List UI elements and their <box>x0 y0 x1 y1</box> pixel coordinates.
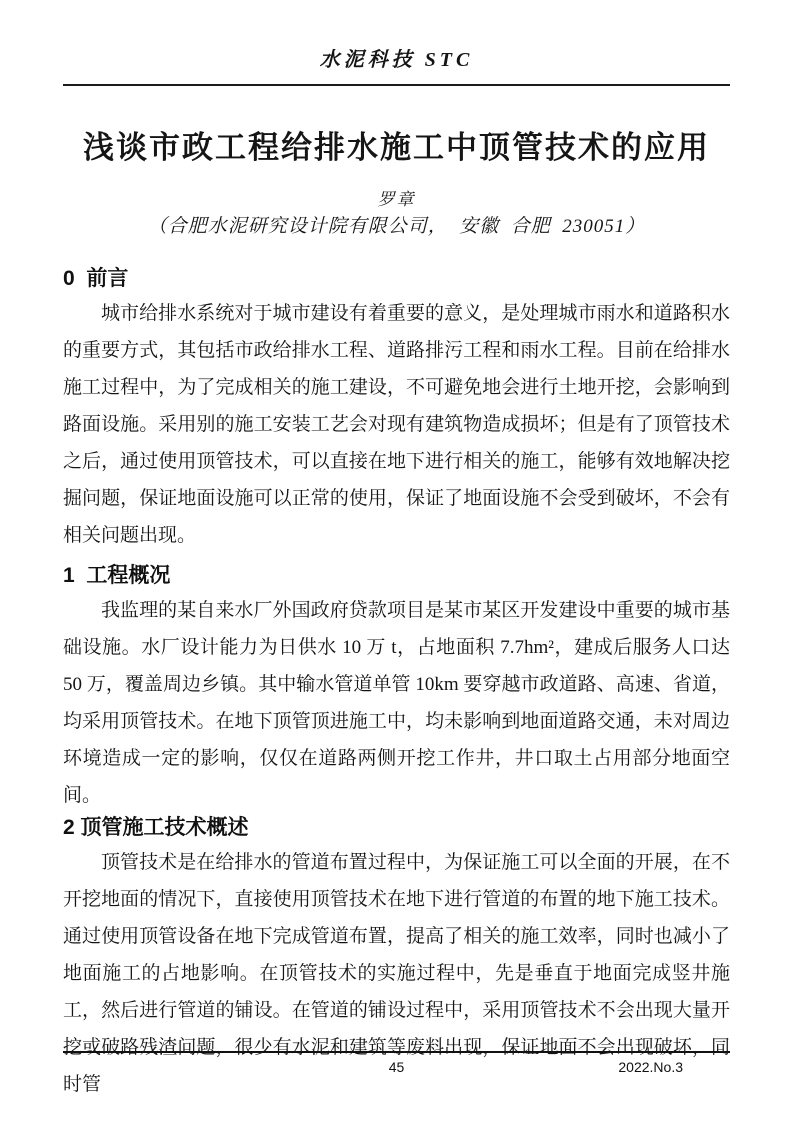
journal-name: 水泥科技 STC <box>319 49 474 71</box>
page-content <box>63 0 730 1103</box>
header-rule <box>63 84 730 86</box>
section-project-overview <box>63 562 730 814</box>
author-affiliation: （合肥水泥研究设计院有限公司， 安徽 合肥 230051） <box>147 216 646 237</box>
article-title: 浅谈市政工程给排水施工中顶管技术的应用 <box>83 130 710 165</box>
author-name: 罗章 <box>377 190 416 209</box>
section-heading-pipe-jacking-overview: 2 顶管施工技术概述 <box>63 816 249 839</box>
section-heading-foreword: 0 前言 <box>63 267 129 290</box>
issue-label: 2022.No.3 <box>618 1059 683 1075</box>
section-paragraph: 顶管技术是在给排水的管道布置过程中，为保证施工可以全面的开展，在不开挖地面的情况下，直接使用顶管技术在地下进行管道的布置的地下施工技术。通过使用顶管设备在地下完成管道布置，提高了相关的施工效率，同时也减小了地面施工的占地影响。在顶管技术的实施过程中，先是垂直于地面完成竖井施工，然后进行管道的铺设。在管道的铺设过程中，采用顶管技术不会出现大量开挖或破路残渣问题，很少有水泥和建筑等废料出现，保证地面不会出现破坏，同时管 <box>63 852 730 1095</box>
section-heading-project-overview: 1 工程概况 <box>63 564 171 587</box>
section-paragraph: 我监理的某自来水厂外国政府贷款项目是某市某区开发建设中重要的城市基础设施。水厂设计能力为日供水 10 万 t，占地面积 7.7hm²，建成后服务人口达 50 万，覆盖周边乡镇。其中输水管道单管 10km 要穿越市政道路、高速、省道，均采用顶管技术。在地下顶管顶进施工中，均未影响到地面道路交通，未对周边环境造成一定的影响，仅仅在道路两侧开挖工作井，井口取土占用部分地面空间。 <box>63 600 730 806</box>
section-foreword <box>63 265 730 554</box>
section-paragraph: 城市给排水系统对于城市建设有着重要的意义，是处理城市雨水和道路积水的重要方式，其包括市政给排水工程、道路排污工程和雨水工程。目前在给排水施工过程中，为了完成相关的施工建设，不可避免地会进行土地开挖，会影响到路面设施。采用别的施工安装工艺会对现有建筑物造成损坏；但是有了顶管技术之后，通过使用顶管技术，可以直接在地下进行相关的施工，能够有效地解决挖掘问题，保证地面设施可以正常的使用，保证了地面设施不会受到破坏，不会有相关问题出现。 <box>63 303 730 546</box>
footer-rule <box>63 1051 730 1053</box>
page-number: 45 <box>388 1059 405 1075</box>
